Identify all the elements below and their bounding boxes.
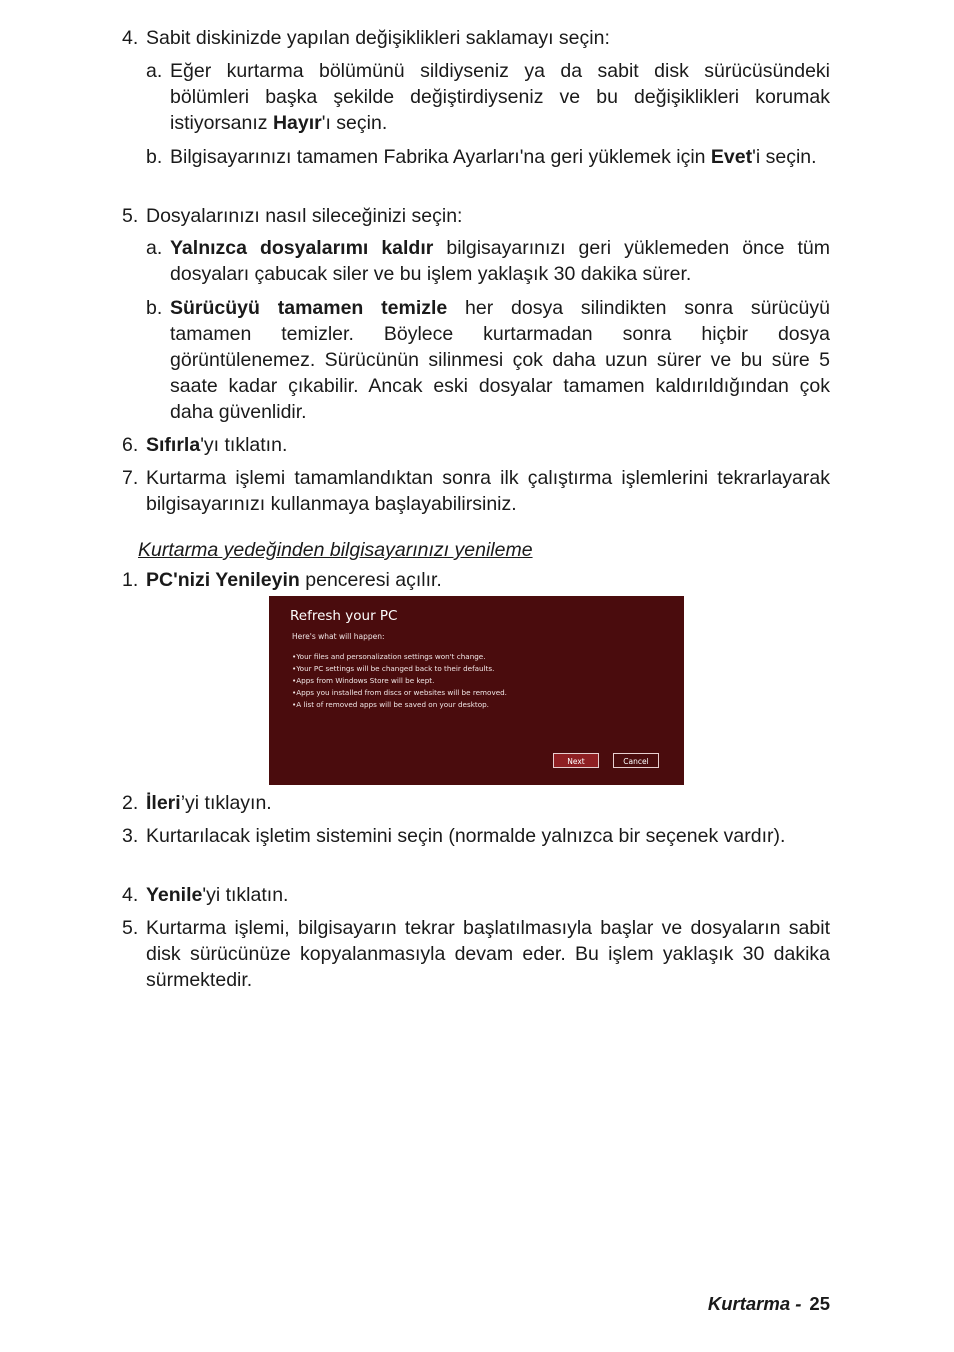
- page-footer: [708, 1291, 830, 1317]
- step-4a-keep-partitions: [146, 58, 830, 136]
- window-name: PC'nizi Yenileyin: [146, 569, 300, 591]
- option-refresh: Yenile: [146, 884, 203, 906]
- option-next: İleri: [146, 792, 181, 814]
- step-4-choose-keep-changes: [122, 25, 830, 51]
- option-remove-files: Yalnızca dosyalarımı kaldır: [170, 237, 434, 259]
- refresh-step-4: [122, 882, 830, 908]
- substep-letter: a.: [146, 60, 163, 82]
- option-clean-drive: Sürücüyü tamamen temizle: [170, 297, 448, 319]
- option-no: Hayır: [272, 112, 322, 134]
- step-5a-remove-files: [146, 235, 830, 287]
- cancel-button[interactable]: Cancel: [613, 753, 659, 768]
- refresh-step-3: [122, 823, 830, 849]
- step-number: 5.: [122, 205, 139, 227]
- dialog-bullet: • A list of removed apps will be saved on your desktop.: [292, 699, 507, 711]
- dialog-intro: Here's what will happen:: [292, 632, 385, 641]
- dialog-bullet: • Your files and personalization settings won't change.: [292, 651, 507, 663]
- next-button[interactable]: Next: [553, 753, 599, 768]
- page-number: 25: [809, 1293, 830, 1314]
- step-text: Kurtarılacak işletim sistemini seçin (normalde yalnızca bir seçenek vardır).: [146, 825, 786, 847]
- substep-text: Bilgisayarınızı tamamen Fabrika Ayarları'na geri yüklemek için Evet'i seçin.: [170, 146, 817, 168]
- step-4b-factory-reset: [146, 144, 830, 170]
- dialog-bullet: • Apps from Windows Store will be kept.: [292, 675, 507, 687]
- step-text: İleri’yi tıklayın.: [146, 792, 272, 814]
- substep-letter: b.: [146, 146, 163, 168]
- step-5b-clean-drive: [146, 295, 830, 425]
- dialog-bullet: • Your PC settings will be changed back to their defaults.: [292, 663, 507, 675]
- step-text: Sabit diskinizde yapılan değişiklikleri saklamayı seçin:: [146, 27, 610, 49]
- step-6-reset: [122, 432, 830, 458]
- substep-letter: b.: [146, 297, 163, 319]
- substep-text: Eğer kurtarma bölümünü sildiyseniz ya da sabit disk sürücüsündeki bölümleri başka şekilde değiştirdiyseniz ve bu değişiklikleri korumak istiyorsanız Hayır'ı seçin.: [170, 60, 830, 134]
- step-7-finish-setup: [122, 465, 830, 517]
- dialog-title: Refresh your PC: [290, 608, 398, 624]
- dialog-bullet-list: [292, 651, 507, 711]
- footer-section-title: Kurtarma -: [707, 1293, 802, 1314]
- option-yes: Evet: [710, 146, 753, 168]
- section-heading: Kurtarma yedeğinden bilgisayarınızı yenileme: [138, 539, 533, 561]
- refresh-step-5: [122, 915, 830, 993]
- substep-letter: a.: [146, 237, 163, 259]
- step-number: 4.: [122, 27, 139, 49]
- step-number: 7.: [122, 467, 139, 489]
- step-number: 2.: [122, 792, 139, 814]
- step-text: Kurtarma işlemi, bilgisayarın tekrar başlatılmasıyla başlar ve dosyaların sabit disk sürücünüze kopyalanmasıyla devam eder. Bu işlem yaklaşık 30 dakika sürmektedir.: [146, 917, 830, 991]
- step-5-choose-delete-method: [122, 203, 830, 229]
- step-text: Sıfırla'yı tıklatın.: [146, 434, 288, 456]
- step-number: 1.: [122, 569, 139, 591]
- substep-text: Sürücüyü tamamen temizle her dosya silindikten sonra sürücüyü tamamen temizler. Böylece kurtarmadan sonra hiçbir dosya görüntülenemez. Sürücünün silinmesi çok daha uzun sürer ve bu süre 5 saate kadar çıkabilir. Ancak eski dosyalar tamamen kaldırıldığından çok daha güvenlidir.: [170, 297, 830, 423]
- step-text: Dosyalarınızı nasıl sileceğinizi seçin:: [146, 205, 463, 227]
- substep-text: Yalnızca dosyalarımı kaldır bilgisayarınızı geri yüklemeden önce tüm dosyaları çabucak siler ve bu işlem yaklaşık 30 dakika sürer.: [170, 237, 830, 285]
- refresh-pc-screenshot: [269, 596, 684, 785]
- option-reset: Sıfırla: [146, 434, 201, 456]
- refresh-step-2: [122, 790, 830, 816]
- step-text: Yenile'yi tıklatın.: [146, 884, 289, 906]
- step-number: 5.: [122, 917, 139, 939]
- step-number: 6.: [122, 434, 139, 456]
- dialog-bullet: • Apps you installed from discs or websites will be removed.: [292, 687, 507, 699]
- refresh-step-1: [122, 567, 830, 593]
- step-number: 4.: [122, 884, 139, 906]
- step-text: PC'nizi Yenileyin penceresi açılır.: [146, 569, 442, 591]
- step-number: 3.: [122, 825, 139, 847]
- step-text: Kurtarma işlemi tamamlandıktan sonra ilk çalıştırma işlemlerini tekrarlayarak bilgisayarınızı kullanmaya başlayabilirsiniz.: [146, 467, 830, 515]
